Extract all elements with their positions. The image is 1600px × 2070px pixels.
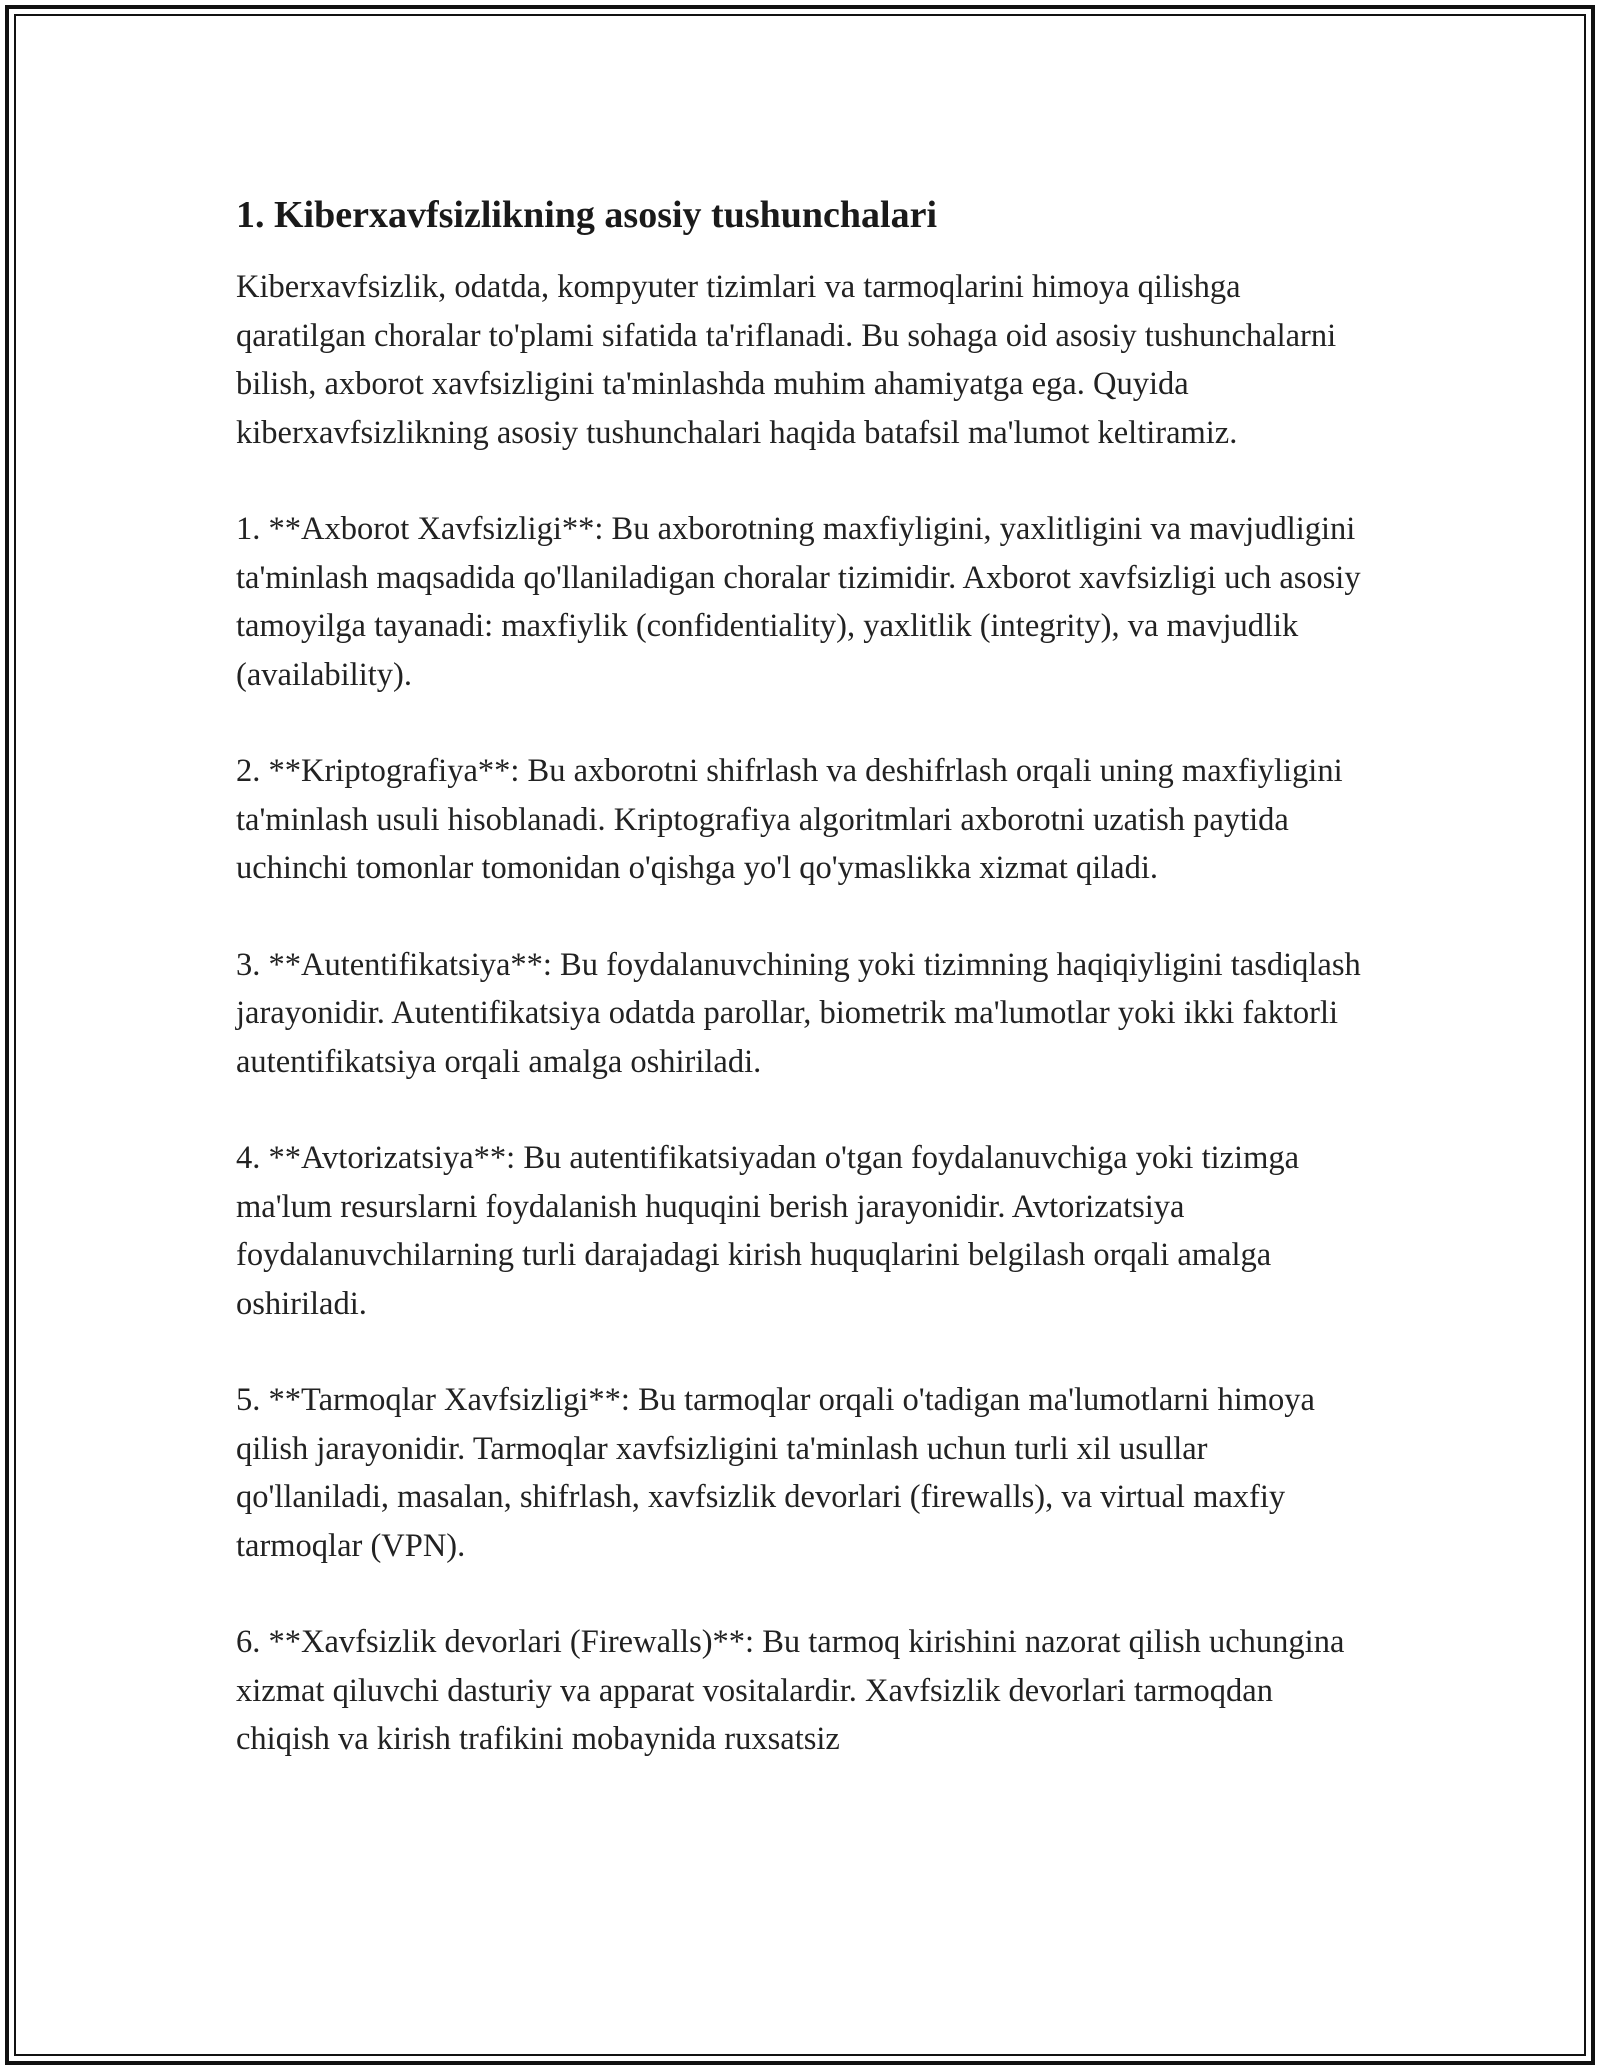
paragraph-xavfsizlik-devorlari: 6. **Xavfsizlik devorlari (Firewalls)**: Bu tarmoq kirishini nazorat qilish uchungina xizmat qiluvchi dasturiy va apparat vositalardir. Xavfsizlik devorlari tarmoqdan chiqish va kirish trafikini mobaynida ruxsatsiz [236, 1624, 1345, 1757]
intro-paragraph: Kiberxavfsizlik, odatda, kompyuter tizimlari va tarmoqlarini himoya qilishga qaratilgan choralar to'plami sifatida ta'riflanadi. Bu sohaga oid asosiy tushunchalarni bilish, axborot xavfsizligini ta'minlashda muhim ahamiyatga ega. Quyida kiberxavfsizlikning asosiy tushunchalari haqida batafsil ma'lumot keltiramiz. [236, 269, 1337, 451]
paragraph-tarmoqlar-xavfsizligi: 5. **Tarmoqlar Xavfsizligi**: Bu tarmoqlar orqali o'tadigan ma'lumotlarni himoya qilish jarayonidir. Tarmoqlar xavfsizligini ta'minlash uchun turli xil usullar qo'llaniladi, masalan, shifrlash, xavfsizlik devorlari (firewalls), va virtual maxfiy tarmoqlar (VPN). [236, 1382, 1315, 1564]
section-heading: 1. Kiberxavfsizlikning asosiy tushunchalari [236, 194, 938, 236]
paragraph-avtorizatsiya: 4. **Avtorizatsiya**: Bu autentifikatsiyadan o'tgan foydalanuvchiga yoki tizimga ma'lum resurslarni foydalanish huquqini berish jarayonidir. Avtorizatsiya foydalanuvchilarning turli darajadagi kirish huquqlarini belgilash orqali amalga oshiriladi. [236, 1140, 1300, 1322]
paragraph-axborot-xavfsizligi: 1. **Axborot Xavfsizligi**: Bu axborotning maxfiyligini, yaxlitligini va mavjudligini ta'minlash maqsadida qo'llaniladigan choralar tizimidir. Axborot xavfsizligi uch asosiy tamoyilga tayanadi: maxfiylik (confidentiality), yaxlitlik (integrity), va mavjudlik (availability). [236, 511, 1361, 693]
document-body [236, 185, 1366, 1812]
paragraph-autentifikatsiya: 3. **Autentifikatsiya**: Bu foydalanuvchining yoki tizimning haqiqiyligini tasdiqlash jarayonidir. Autentifikatsiya odatda parollar, biometrik ma'lumotlar yoki ikki faktorli autentifikatsiya orqali amalga oshiriladi. [236, 946, 1361, 1080]
paragraph-kriptografiya: 2. **Kriptografiya**: Bu axborotni shifrlash va deshifrlash orqali uning maxfiyligini ta'minlash usuli hisoblanadi. Kriptografiya algoritmlari axborotni uzatish paytida uchinchi tomonlar tomonidan o'qishga yo'l qo'ymaslikka xizmat qiladi. [236, 753, 1343, 886]
